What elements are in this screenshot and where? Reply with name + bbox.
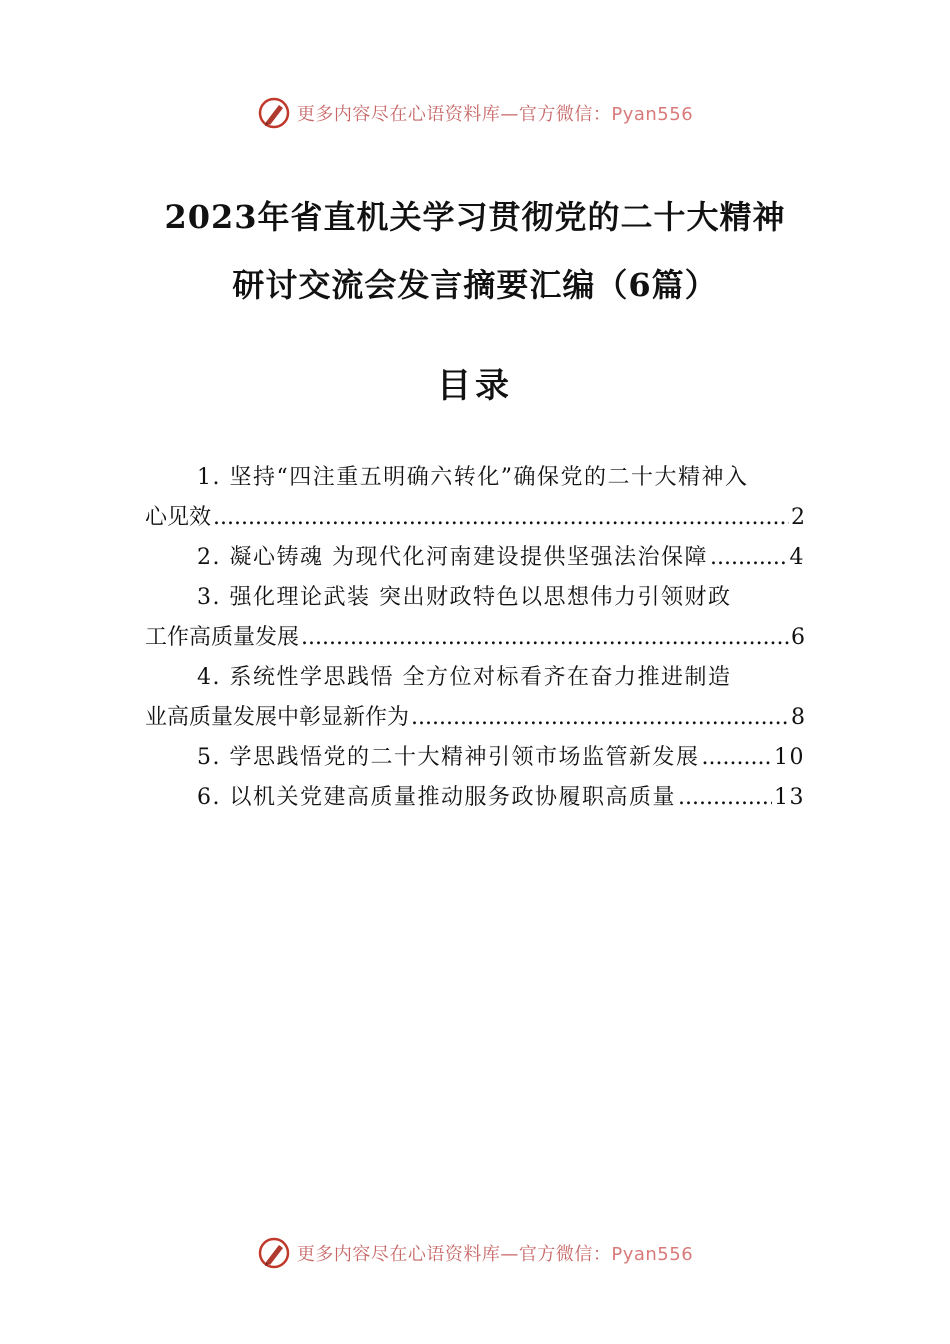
toc-entry-4[interactable] [145, 658, 805, 738]
watermark-text: 更多内容尽在心语资料库—官方微信： [296, 1244, 612, 1265]
dot-leader [702, 738, 773, 778]
toc-page-number: 6 [791, 625, 805, 650]
dot-leader [213, 498, 789, 538]
header-watermark [0, 96, 950, 130]
dot-leader [710, 538, 788, 578]
pen-logo-icon [257, 1236, 291, 1270]
dot-leader [301, 618, 789, 658]
watermark-text: 更多内容尽在心语资料库—官方微信： [296, 104, 612, 125]
toc-entry-text: 3. 强化理论武装 突出财政特色以思想伟力引领财政 [197, 585, 732, 610]
toc-entry-3[interactable] [145, 578, 805, 658]
toc-entry-1[interactable] [145, 458, 805, 538]
toc-entry-5[interactable] [145, 738, 805, 778]
toc-page-number: 4 [789, 545, 805, 570]
table-of-contents [145, 458, 805, 818]
toc-entry-6[interactable] [145, 778, 805, 818]
pen-logo-icon [257, 96, 291, 130]
dot-leader [411, 698, 789, 738]
dot-leader [678, 778, 772, 818]
toc-page-number: 13 [774, 785, 805, 810]
toc-entry-text: 1. 坚持“四注重五明确六转化”确保党的二十大精神入 [197, 465, 749, 490]
toc-entry-text-cont: 心见效 [145, 505, 212, 530]
toc-entry-text: 4. 系统性学思践悟 全方位对标看齐在奋力推进制造 [197, 665, 732, 690]
wechat-id: Pyan556 [611, 104, 694, 125]
footer-watermark [0, 1236, 950, 1270]
toc-page-number: 2 [791, 505, 805, 530]
document-title-line1: 2023年省直机关学习贯彻党的二十大精神 [164, 198, 786, 236]
toc-entry-text-cont: 工作高质量发展 [145, 625, 300, 650]
toc-entry-text: 2. 凝心铸魂 为现代化河南建设提供坚强法治保障 [197, 545, 708, 570]
toc-entry-2[interactable] [145, 538, 805, 578]
document-title-line2: 研讨交流会发言摘要汇编（6篇） [232, 266, 718, 304]
toc-heading: 目录 [437, 366, 513, 406]
toc-entry-text: 6. 以机关党建高质量推动服务政协履职高质量 [197, 785, 676, 810]
toc-page-number: 10 [774, 745, 805, 770]
toc-entry-text: 5. 学思践悟党的二十大精神引领市场监管新发展 [197, 745, 700, 770]
toc-page-number: 8 [791, 705, 805, 730]
toc-entry-text-cont: 业高质量发展中彰显新作为 [145, 705, 410, 730]
wechat-id: Pyan556 [611, 1244, 694, 1265]
